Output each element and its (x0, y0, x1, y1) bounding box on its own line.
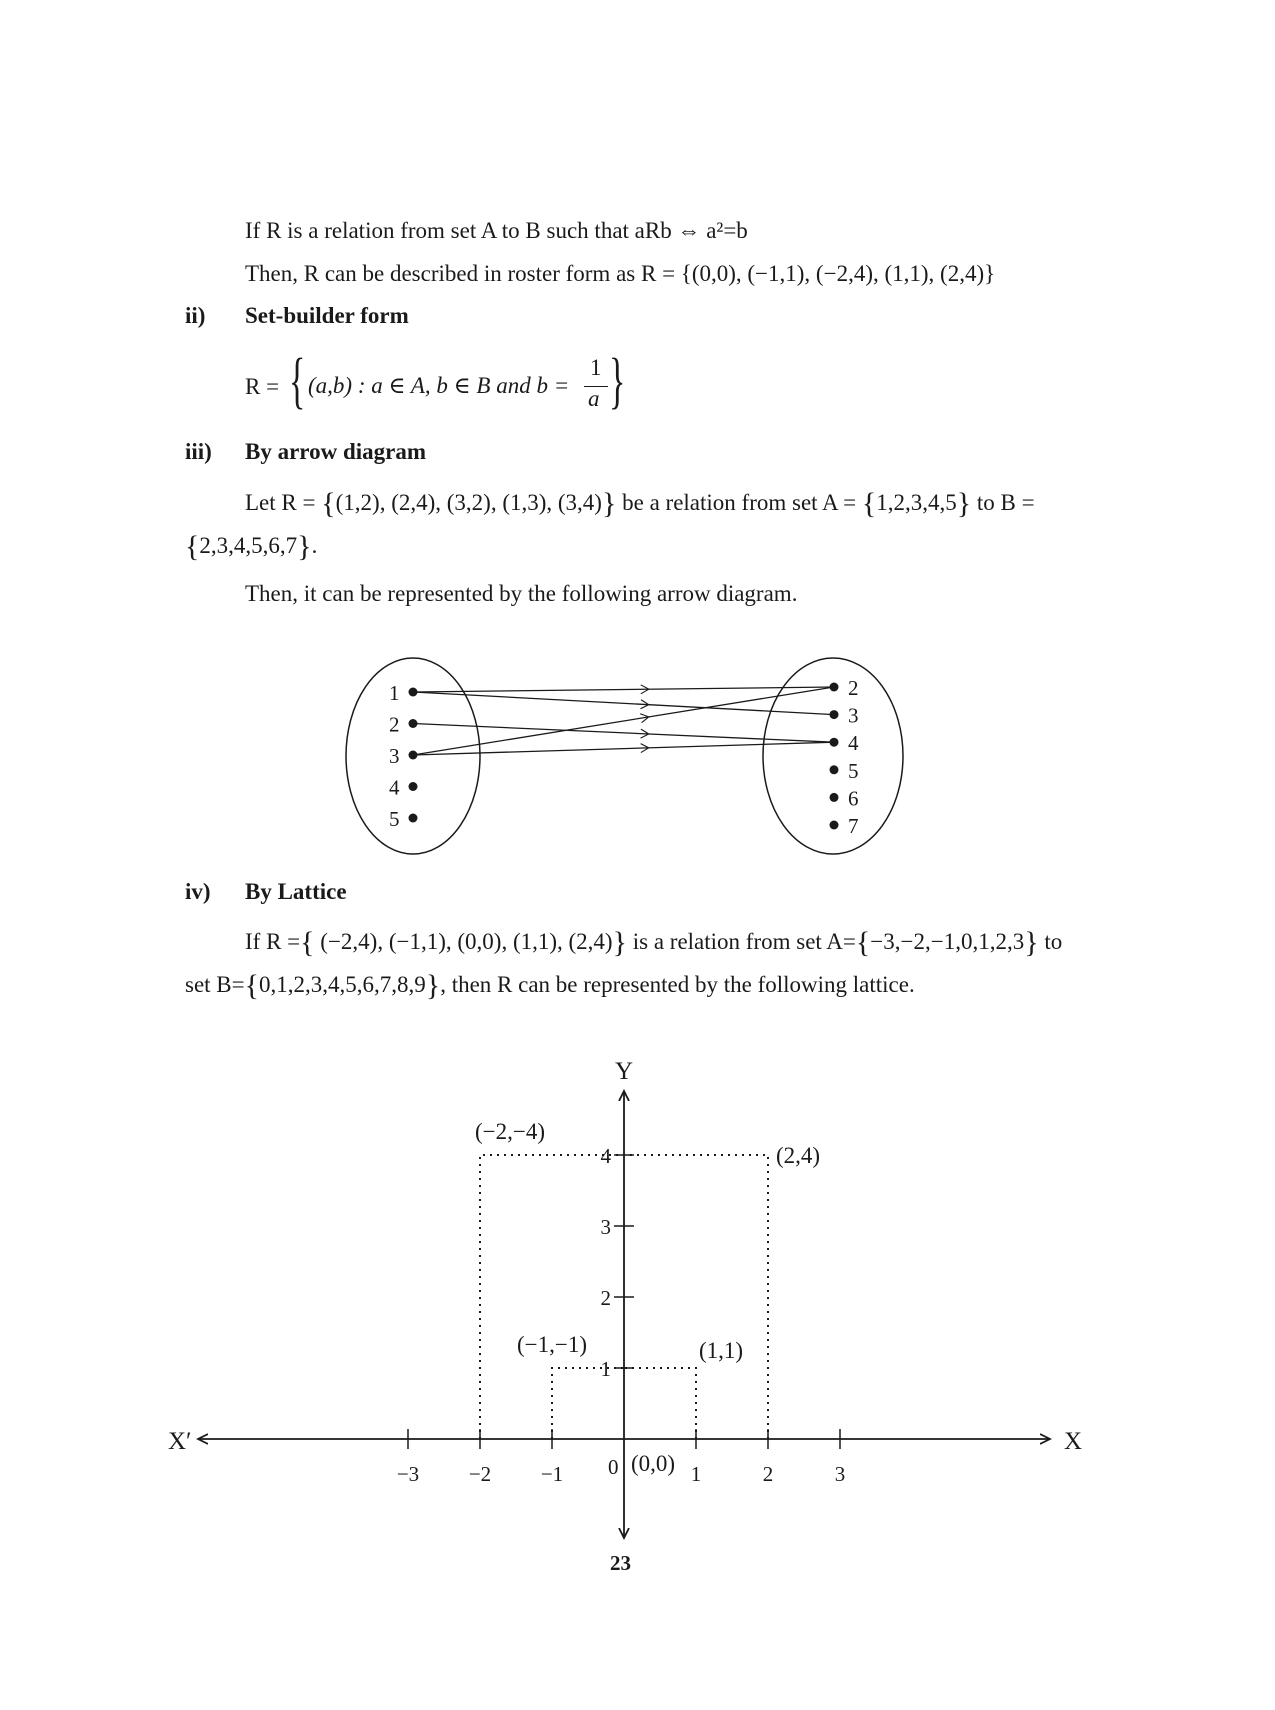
x-tick-label-2: −1 (540, 1462, 564, 1486)
set-builder-lhs: R = (245, 374, 280, 399)
set-a-label-4: 4 (389, 775, 400, 800)
set-b-label-3: 3 (848, 703, 859, 728)
lattice-relation-text: If R ={ (−2,4), (−1,1), (0,0), (1,1), (2,4)} is a relation from set A={−3,−2,−1,0,1,2,3} to (245, 926, 1063, 959)
set-b-text: {2,3,4,5,6,7}. (185, 530, 318, 563)
set-b-label-6: 6 (848, 786, 859, 811)
x-tick-label-0: −3 (396, 1462, 420, 1486)
guide-line-1 (552, 1368, 624, 1439)
section-title-arrow-diagram: By arrow diagram (245, 439, 427, 464)
set-a-label-3: 3 (389, 744, 400, 768)
section-title-lattice: By Lattice (245, 879, 347, 904)
page-number: 23 (610, 1551, 631, 1575)
x-axis-label: X (1064, 1428, 1083, 1455)
lattice-set-b-text: set B={0,1,2,3,4,5,6,7,8,9}, then R can be represented by the following lattice. (185, 969, 915, 1002)
x-tick-label-4: 2 (762, 1462, 774, 1486)
fraction-numerator: 1 (590, 355, 602, 380)
point-label-3: (1,1) (699, 1338, 744, 1363)
y-tick-label-2: 3 (600, 1215, 611, 1239)
x-tick-label-5: 3 (834, 1462, 846, 1486)
roster-form-text: Then, R can be described in roster form as R = {(0,0), (−1,1), (−2,4), (1,1), (2,4)} (245, 261, 996, 286)
point-label-1: (−1,−1) (516, 1332, 588, 1357)
arrow-intro-text: Then, it can be represented by the following arrow diagram. (245, 581, 798, 606)
set-b-label-4: 4 (848, 731, 859, 756)
y-tick-label-3: 4 (600, 1144, 611, 1168)
arrow-relation-text: Let R = {(1,2), (2,4), (3,2), (1,3), (3,4)} be a relation from set A = {1,2,3,4,5} to B = (245, 487, 1035, 520)
right-brace: } (609, 347, 626, 415)
y-axis-label: Y (615, 1058, 634, 1085)
relation-definition: If R is a relation from set A to B such that aRb ⇔ a²=b (245, 218, 748, 243)
set-a-label-5: 5 (389, 807, 400, 831)
set-b-label-5: 5 (848, 758, 859, 783)
point-label-0: (−2,−4) (474, 1119, 546, 1144)
set-builder-body: (a,b) : a ∈ A, b ∈ B and b = (308, 373, 570, 398)
section-number-ii: ii) (185, 303, 206, 328)
x-axis-neg-label: X′ (168, 1428, 192, 1455)
x-tick-label-1: −2 (468, 1462, 492, 1486)
origin-label: 0 (608, 1455, 619, 1479)
point-label-4: (2,4) (776, 1143, 821, 1168)
set-b-label-2: 2 (848, 676, 859, 700)
section-number-iv: iv) (185, 879, 211, 904)
y-tick-label-0: 1 (600, 1357, 611, 1381)
fraction-denominator: a (588, 386, 600, 411)
x-tick-label-3: 1 (690, 1462, 702, 1486)
left-brace: { (289, 347, 306, 415)
point-label-2: (0,0) (631, 1451, 676, 1476)
y-tick-label-1: 2 (600, 1286, 611, 1310)
section-number-iii: iii) (185, 439, 212, 464)
set-b-label-7: 7 (848, 814, 859, 838)
set-a-label-1: 1 (389, 681, 400, 705)
set-a-label-2: 2 (389, 712, 400, 737)
guide-line-3 (624, 1368, 696, 1439)
section-title-set-builder: Set-builder form (245, 303, 409, 328)
